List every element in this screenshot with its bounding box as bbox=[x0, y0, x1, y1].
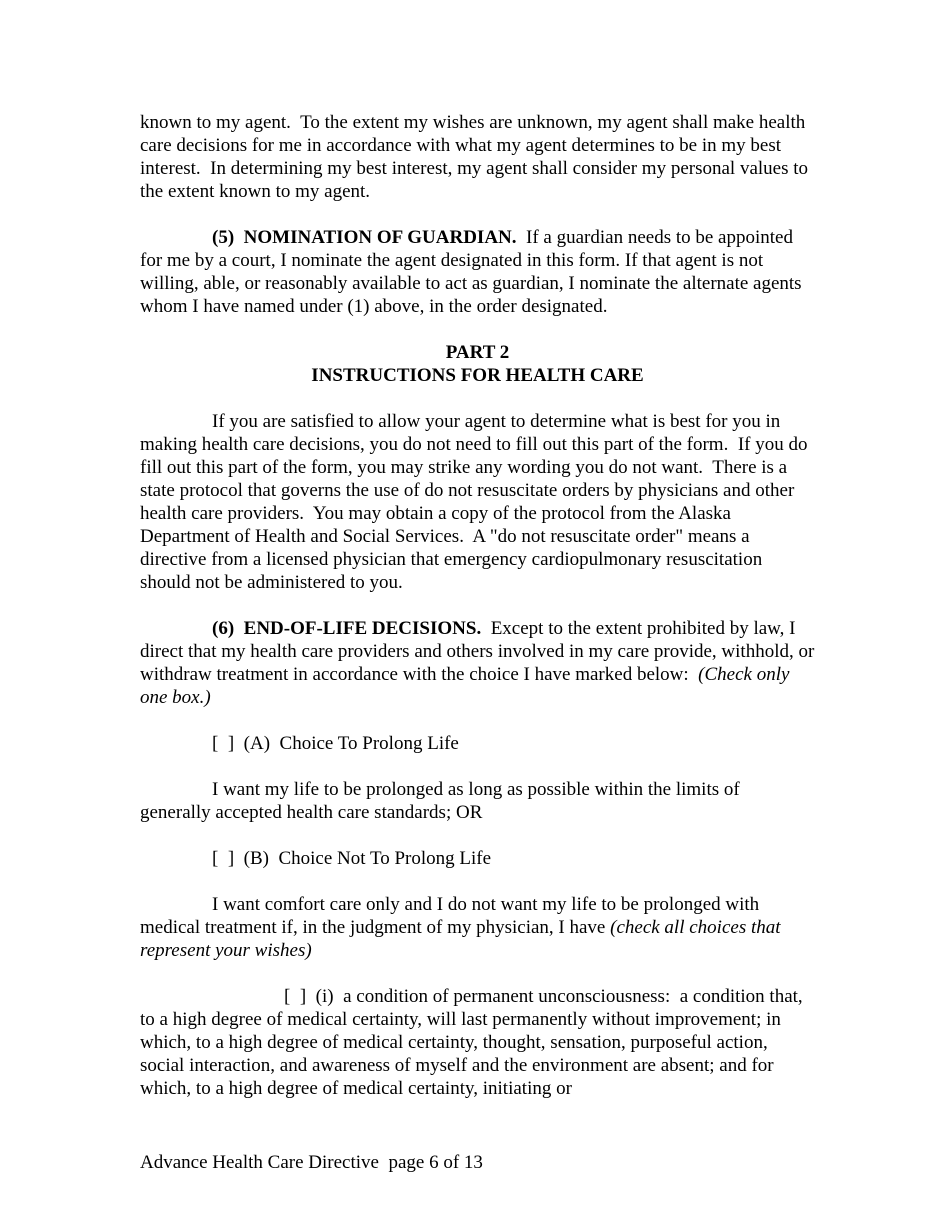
choice-b-note: (check all choices that represent your wishes) bbox=[140, 917, 786, 961]
paragraph-part-2-instructions: If you are satisfied to allow your agent to determine what is best for you in making health care decisions, you do not need to fill out this part of the form. If you do fill out this part of the form, you may strike any wording you do not want. There is a state protocol that governs the use of do not resuscitate orders by physicians and other health care providers. You may obtain a copy of the protocol from the Alaska Department of Health and Social Services. A "do not resuscitate order" means a directive from a licensed physician that emergency cardiopulmonary resuscitation should not be administered to you. bbox=[140, 411, 813, 593]
section-text-5: If a guardian needs to be appointed for me by a court, I nominate the agent designated in this form. If that agent is not willing, able, or reasonably available to act as guardian, I nominate the alternate agents whom I have named under (1) above, in the order designated. bbox=[140, 227, 807, 317]
section-note-6: (Check only one box.) bbox=[140, 664, 795, 708]
document-page bbox=[140, 111, 820, 1123]
part-2-heading bbox=[140, 341, 815, 387]
part-title: PART 2 bbox=[445, 342, 510, 363]
paragraph-nomination-of-guardian bbox=[140, 226, 815, 318]
checkbox-choice-b[interactable]: [ ] (B) Choice Not To Prolong Life bbox=[212, 848, 492, 869]
checkbox-choice-i[interactable]: [ ] (i) a condition of permanent unconsciousness: a condition that, to a high degree of medical certainty, will last permanently without improvement; in which, to a high degree of medical certainty, thought, sensation, purposeful action, social interaction, and awareness of myself and the environment are absent; and for which, to a high degree of medical certainty, initiating or bbox=[140, 986, 808, 1099]
choice-b-text: I want comfort care only and I do not want my life to be prolonged with medical treatment if, in the judgment of my physician, I have bbox=[140, 894, 764, 938]
part-subtitle: INSTRUCTIONS FOR HEALTH CARE bbox=[311, 365, 644, 386]
checkbox-choice-a[interactable]: [ ] (A) Choice To Prolong Life bbox=[212, 733, 459, 754]
paragraph-agent-wishes: known to my agent. To the extent my wishes are unknown, my agent shall make health care decisions for me in accordance with what my agent determines to be in my best interest. In determining my best interest, my agent shall consider my personal values to the extent known to my agent. bbox=[140, 112, 813, 202]
paragraph-choice-a-text: I want my life to be prolonged as long as possible within the limits of generally accepted health care standards; OR bbox=[140, 779, 745, 823]
paragraph-end-of-life-decisions bbox=[140, 617, 820, 709]
page-footer: Advance Health Care Directive page 6 of 13 bbox=[140, 1152, 483, 1173]
section-heading-6: (6) END-OF-LIFE DECISIONS. bbox=[212, 618, 482, 639]
section-heading-5: (5) NOMINATION OF GUARDIAN. bbox=[212, 227, 517, 248]
paragraph-choice-b-text bbox=[140, 893, 815, 962]
section-text-6: Except to the extent prohibited by law, I direct that my health care providers and others involved in my care provide, withhold, or withdraw treatment in accordance with the choice I have marked below: bbox=[140, 618, 820, 685]
